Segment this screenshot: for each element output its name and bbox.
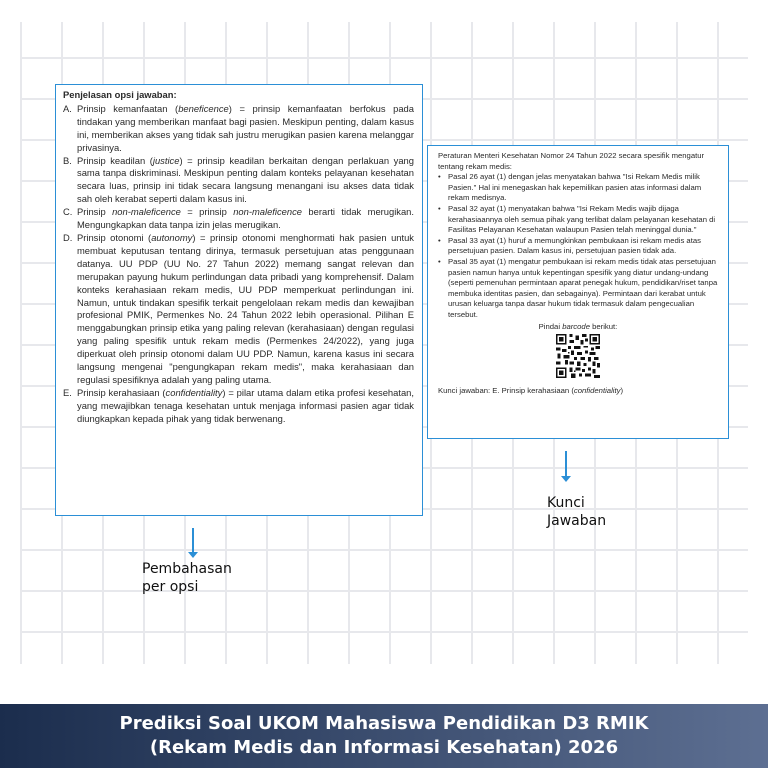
option-segment: Prinsip otonomi (: [77, 231, 152, 243]
banner-line-2: (Rekam Medis dan Informasi Kesehatan) 2026: [149, 737, 619, 758]
callout-answer-key: [547, 494, 606, 530]
option-item: [63, 206, 414, 232]
answer-suffix: ): [620, 386, 624, 396]
option-letter: B.: [63, 154, 72, 166]
option-segment: Prinsip keadilan (: [77, 154, 153, 166]
option-term: non-maleficence: [233, 206, 303, 218]
grid-mask-bottom: [0, 664, 768, 704]
regulation-bullet: [438, 257, 718, 321]
option-text: [77, 103, 414, 155]
option-item: [63, 232, 414, 387]
callout-explanation: [142, 560, 232, 596]
option-term: beneficence: [178, 102, 229, 114]
option-item: [63, 103, 414, 155]
bullet-dot-icon: •: [438, 235, 441, 245]
regulation-bullet: [438, 236, 718, 257]
bullet-text: Pasal 33 ayat (1) huruf a memungkinkan pembukaan isi rekam medis atas persetujuan pasien. Dalam kasus ini, persetujuan pasien tidak ada.: [448, 235, 701, 256]
explanation-heading: Penjelasan opsi jawaban:: [63, 89, 177, 100]
down-arrow-icon: [192, 528, 194, 553]
scan-prefix: Pindai: [538, 321, 563, 331]
banner-line-1: Prediksi Soal UKOM Mahasiswa Pendidikan D3 RMIK: [119, 713, 649, 734]
answer-italic: confidentiality: [573, 386, 621, 396]
callout-left-line2: per opsi: [142, 579, 199, 595]
callout-right-line1: Kunci: [547, 495, 585, 511]
grid-mask-right: [748, 0, 768, 704]
callout-left-line1: Pembahasan: [142, 561, 232, 577]
callout-right-line2: Jawaban: [547, 513, 607, 529]
option-letter: E.: [63, 386, 72, 398]
qr-code-icon[interactable]: [556, 334, 600, 378]
options-list: [63, 103, 414, 426]
answer-key-text: [438, 386, 718, 397]
option-segment: = prinsip: [180, 206, 234, 218]
option-segment: ) = prinsip kemanfaatan berfokus pada tindakan yang memberikan manfaat bagi pasien. Meskipun penting, dalam kasus ini, memberikan akses yang tidak sah justru merugikan pasien karena melanggar privasinya.: [77, 102, 414, 153]
bullet-text: Pasal 32 ayat (1) menyatakan bahwa "Isi Rekam Medis wajib dijaga kerahasiaannya oleh semua pihak yang terlibat dalam pelayanan kesehatan di Fasilitas Pelayanan Kesehatan walaupun Pasien telah meninggal dunia.": [448, 203, 716, 235]
option-term: non-maleficence: [112, 206, 181, 218]
option-explanation-card: [55, 84, 423, 516]
regulation-intro: Peraturan Menteri Kesehatan Nomor 24 Tahun 2022 secara spesifik mengatur tentang rekam medis:: [438, 151, 705, 171]
scan-instruction: [438, 322, 718, 333]
answer-key-card: [427, 145, 729, 439]
option-segment: Prinsip kerahasiaan (: [77, 386, 166, 398]
scan-suffix: berikut:: [589, 321, 618, 331]
option-segment: ) = pilar utama dalam etika profesi kesehatan, yang mewajibkan tenaga kesehatan untuk menjaga informasi pasien agar tidak diungkapkan kepada pihak yang tidak berwenang.: [77, 386, 414, 424]
option-segment: ) = prinsip otonomi menghormati hak pasien untuk membuat keputusan tentang dirinya, termasuk persetujuan atas penggunaan datanya. UU PDP (UU No. 27 Tahun 2022) memang sangat relevan dan merupakan payung hukum perlindungan data pribadi yang komprehensif. Dalam konteks kerahasiaan rekam medis, UU PDP memperkuat perlindungan ini. Namun, untuk tindakan spesifik terkait pengelolaan rekam medis dan kewajiban profesional PMIK, Permenkes No. 24 Tahun 2022 lebih operasional. Pilihan E menggabungkan prinsip etika yang paling relevan (kerahasiaan) dengan regulasi yang paling spesifik untuk rekam medis (Permenkes 24/2022), yang juga diperkuat oleh prinsip otonomi dalam UU PDP. Namun, karena kasus ini secara langsung mengenai "pengungkapan rekam medis", maka kerahasiaan dan regulasi spesifiknya adalah yang paling utama.: [77, 231, 414, 385]
option-segment: ) = prinsip keadilan berkaitan dengan perlakuan yang sama tanpa diskriminasi. Meskipun penting dalam konteks pelayanan kesehatan secara luas, prinsip ini tidak secara langsung menangani isu akses data tidak sah oleh kerabat seperti dalam kasus ini.: [77, 154, 414, 205]
option-text: [77, 387, 414, 426]
bullet-text: Pasal 26 ayat (1) dengan jelas menyatakan bahwa "Isi Rekam Medis milik Pasien." Hal ini menegaskan hak kepemilikan pasien atas informasi dalam rekam medisnya.: [448, 172, 702, 203]
bullet-dot-icon: •: [438, 203, 441, 213]
bullet-dot-icon: •: [438, 256, 441, 266]
regulation-bullet: [438, 172, 718, 204]
grid-mask-left: [0, 0, 20, 704]
option-segment: Prinsip kemanfaatan (: [77, 102, 179, 114]
option-term: autonomy: [151, 231, 193, 243]
title-banner: [0, 704, 768, 768]
bullet-text: Pasal 35 ayat (1) mengatur pembukaan isi rekam medis tidak atas persetujuan pasien namun hanya untuk kepentingan spesifik yang diatur undang-undang (seperti pemenuhan permintaan aparat penegak hukum, pendidikan/riset tanpa membuka identitas pasien, dan sebagainya). Permintaan dari kerabat untuk urusan keluarga tanpa dasar hukum tidak termasuk dalam pengecualian tersebut.: [448, 256, 718, 319]
option-letter: A.: [63, 102, 72, 114]
option-segment: berarti tidak merugikan. Mengungkapkan data tanpa izin jelas merugikan.: [77, 206, 415, 231]
option-letter: D.: [63, 231, 73, 243]
down-arrow-icon: [565, 451, 567, 477]
option-term: justice: [152, 154, 180, 166]
option-segment: Prinsip: [77, 206, 113, 218]
scan-italic: barcode: [562, 321, 590, 331]
bullet-dot-icon: •: [438, 172, 441, 182]
regulation-bullets: [438, 172, 718, 320]
option-text: [77, 155, 414, 207]
grid-mask-top: [0, 0, 768, 22]
option-text: [77, 206, 414, 232]
option-letter: C.: [63, 206, 73, 218]
option-item: [63, 387, 414, 426]
option-item: [63, 155, 414, 207]
option-term: confidentiality: [165, 386, 223, 398]
answer-prefix: Kunci jawaban: E. Prinsip kerahasiaan (: [438, 386, 574, 396]
regulation-bullet: [438, 204, 718, 236]
option-text: [77, 232, 414, 387]
